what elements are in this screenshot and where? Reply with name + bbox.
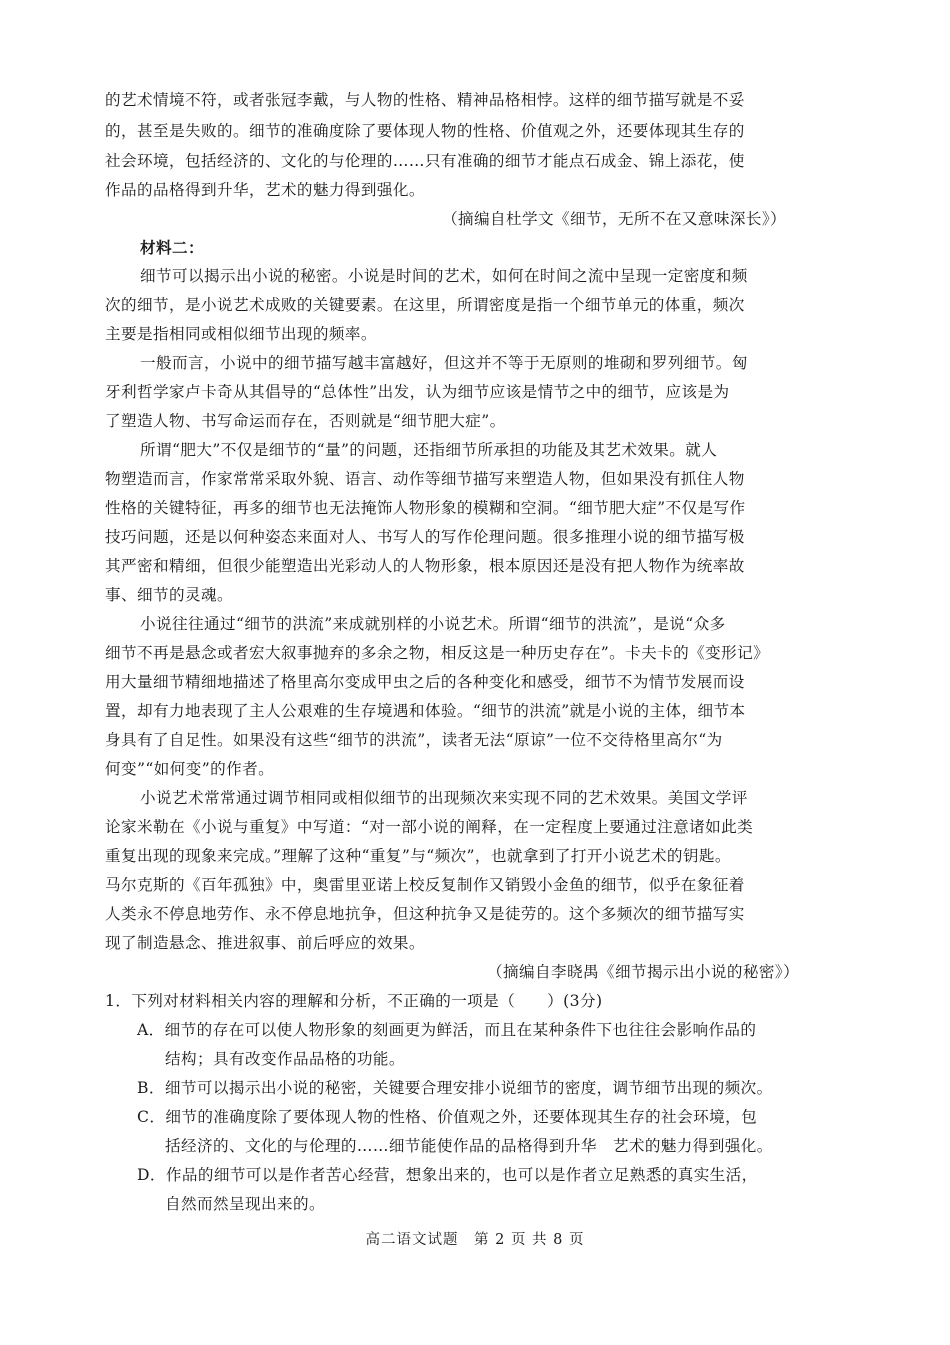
paragraph-line: 其严密和精细，但很少能塑造出光彩动人的人物形象，根本原因还是没有把人物作为统率故 [105, 557, 745, 575]
paragraph-line: 细节不再是悬念或者宏大叙事抛弃的多余之物，相反这是一种历史存在”。卡夫卡的《变形记》 [105, 644, 770, 662]
paragraph-line: 性格的关键特征，再多的细节也无法掩饰人物形象的模糊和空洞。“细节肥大症”不仅是写作 [105, 499, 746, 517]
option-b: B．细节可以揭示出小说的秘密，关键要合理安排小说细节的密度，调节细节出现的频次。 [137, 1079, 773, 1097]
paragraph-line: 牙利哲学家卢卡奇从其倡导的“总体性”出发，认为细节应该是情节之中的细节，应该是为 [105, 383, 730, 401]
paragraph-line: 事、细节的灵魂。 [105, 586, 233, 604]
material1-line: 作品的品格得到升华，艺术的魅力得到强化。 [105, 181, 425, 199]
source-citation-2: （摘编自李晓禺《细节揭示出小说的秘密》） [487, 963, 800, 981]
paragraph-line: 主要是指相同或相似细节出现的频率。 [105, 325, 377, 343]
paragraph-line: 置，却有力地表现了主人公艰难的生存境遇和体验。“细节的洪流”就是小说的主体，细节本 [105, 702, 746, 720]
source-citation-1: （摘编自杜学文《细节，无所不在又意味深长》） [442, 210, 787, 228]
paragraph-line: 何变”“如何变”的作者。 [105, 760, 275, 778]
option-c-cont: 括经济的、文化的与伦理的……细节能使作品的品格得到升华 艺术的魅力得到强化。 [165, 1137, 773, 1155]
option-c: C．细节的准确度除了要体现人物的性格、价值观之外，还要体现其生存的社会环境，包 [137, 1108, 758, 1126]
material1-line: 社会环境，包括经济的、文化的与伦理的……只有准确的细节才能点石成金、锦上添花，使 [105, 152, 745, 170]
paragraph-line: 细节可以揭示出小说的秘密。小说是时间的艺术，如何在时间之流中呈现一定密度和频 [140, 267, 748, 285]
page-footer: 高二语文试题 第 2 页 共 8 页 [365, 1232, 585, 1248]
paragraph-line: 小说往往通过“细节的洪流”来成就别样的小说艺术。所谓“细节的洪流”，是说“众多 [140, 615, 726, 633]
paragraph-line: 重复出现的现象来完成。”理解了这种“重复”与“频次”，也就拿到了打开小说艺术的钥匙。 [105, 847, 731, 865]
option-a: A．细节的存在可以使人物形象的刻画更为鲜活，而且在某种条件下也往往会影响作品的 [137, 1021, 757, 1039]
paragraph-line: 论家米勒在《小说与重复》中写道：“对一部小说的阐释，在一定程度上要通过注意诸如此类 [105, 818, 754, 836]
paragraph-line: 马尔克斯的《百年孤独》中，奥雷里亚诺上校反复制作又销毁小金鱼的细节，似乎在象征着 [105, 876, 745, 894]
material1-line: 的，甚至是失败的。细节的准确度除了要体现人物的性格、价值观之外，还要体现其生存的 [105, 122, 745, 140]
paragraph-line: 身具有了自足性。如果没有这些“细节的洪流”，读者无法“原谅”一位不交待格里高尔“为 [105, 731, 723, 749]
paragraph-line: 一般而言，小说中的细节描写越丰富越好，但这并不等于无原则的堆砌和罗列细节。匈 [140, 354, 748, 372]
paragraph-line: 技巧问题，还是以何种姿态来面对人、书写人的写作伦理问题。很多推理小说的细节描写极 [105, 528, 745, 546]
option-d-cont: 自然而然呈现出来的。 [165, 1195, 325, 1213]
paragraph-line: 次的细节，是小说艺术成败的关键要素。在这里，所谓密度是指一个细节单元的体重，频次 [105, 296, 745, 314]
paragraph-line: 了塑造人物、书写命运而存在，否则就是“细节肥大症”。 [105, 412, 506, 430]
material1-line: 的艺术情境不符，或者张冠李戴，与人物的性格、精神品格相悖。这样的细节描写就是不妥 [105, 91, 745, 109]
paragraph-line: 所谓“肥大”不仅是细节的“量”的问题，还指细节所承担的功能及其艺术效果。就人 [140, 441, 718, 459]
material2-heading: 材料二： [140, 238, 204, 257]
paragraph-line: 人类永不停息地劳作、永不停息地抗争，但这种抗争又是徒劳的。这个多频次的细节描写实 [105, 905, 745, 923]
option-a-cont: 结构；具有改变作品品格的功能。 [165, 1050, 405, 1068]
paragraph-line: 用大量细节精细地描述了格里高尔变成甲虫之后的各种变化和感受，细节不为情节发展而设 [105, 673, 745, 691]
option-d: D．作品的细节可以是作者苦心经营，想象出来的，也可以是作者立足熟悉的真实生活， [137, 1166, 758, 1184]
paragraph-line: 现了制造悬念、推进叙事、前后呼应的效果。 [105, 934, 425, 952]
paragraph-line: 小说艺术常常通过调节相同或相似细节的出现频次来实现不同的艺术效果。美国文学评 [140, 789, 748, 807]
paragraph-line: 物塑造而言，作家常常采取外貌、语言、动作等细节描写来塑造人物，但如果没有抓住人物 [105, 470, 745, 488]
question-stem: 1．下列对材料相关内容的理解和分析，不正确的一项是（ ）(3分) [105, 992, 603, 1010]
